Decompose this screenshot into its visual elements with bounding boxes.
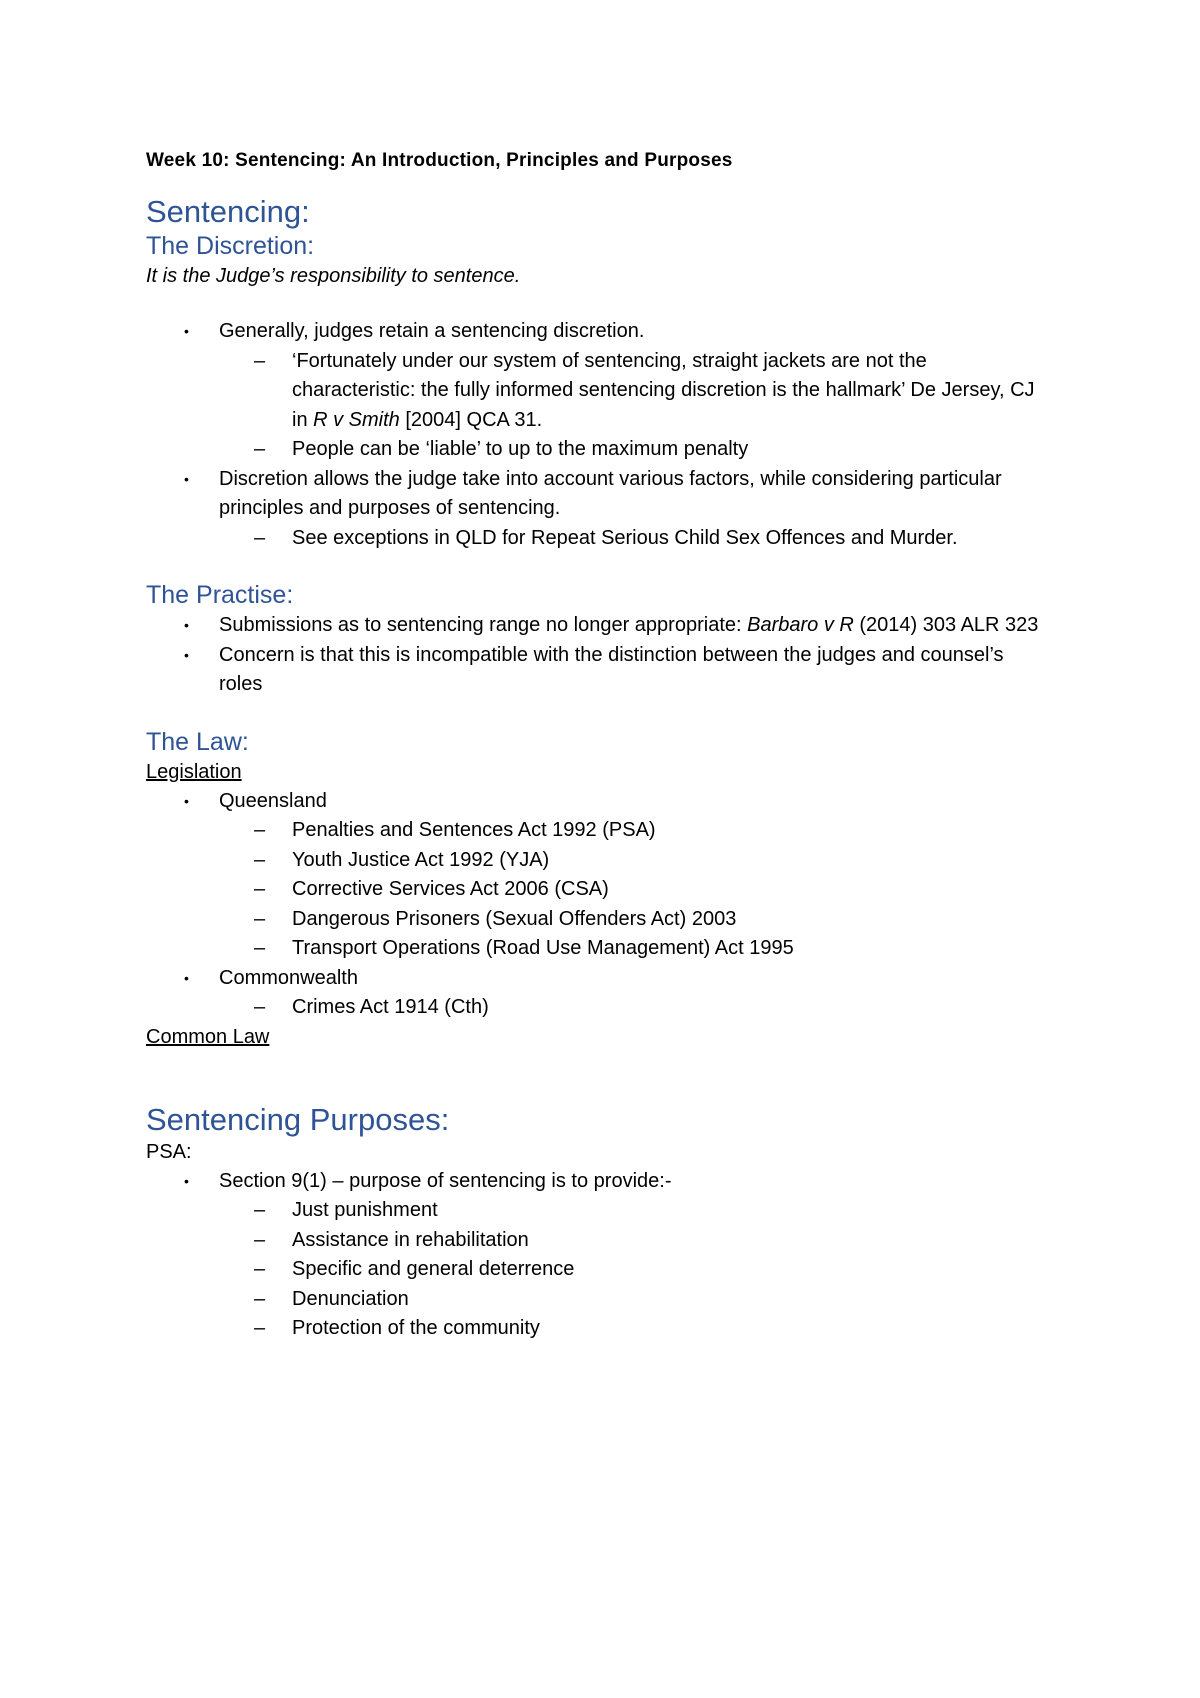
act-name: Penalties and Sentences Act 1992 (PSA) (292, 819, 656, 841)
bullet-text: Concern is that this is incompatible with the distinction between the judges and counsel’s roles (219, 643, 1004, 695)
bullet-glyph: • (184, 646, 189, 663)
list-item (146, 611, 1046, 641)
psa-label: PSA: (146, 1140, 192, 1163)
sub-list (219, 347, 1046, 465)
sub-list (219, 524, 1046, 554)
common-law-label: Common Law (146, 1025, 270, 1048)
legislation-list (146, 787, 1046, 1023)
dash-glyph: – (254, 937, 266, 959)
bullet-glyph: • (184, 617, 189, 633)
document-page (146, 148, 1046, 1344)
dash-glyph: – (254, 1258, 266, 1280)
bullet-text: Section 9(1) – purpose of sentencing is to provide:- (219, 1169, 672, 1192)
dash-glyph: – (254, 526, 266, 549)
case-name: R v Smith (313, 408, 400, 431)
purpose-text: Protection of the community (292, 1317, 540, 1339)
dash-glyph: – (254, 848, 266, 871)
act-item (219, 875, 1046, 905)
heading-the-law: The Law: (146, 727, 249, 756)
act-name: Youth Justice Act 1992 (YJA) (292, 848, 550, 871)
discretion-list (146, 317, 1046, 553)
act-name: Transport Operations (Road Use Management) Act 1995 (292, 937, 794, 959)
queensland-acts-list (219, 816, 1046, 964)
sub-text: See exceptions in QLD for Repeat Serious Child Sex Offences and Murder. (292, 526, 958, 549)
heading-sentencing: Sentencing: (146, 194, 310, 229)
purpose-item (219, 1314, 1046, 1344)
discretion-intro: It is the Judge’s responsibility to sentence. (146, 265, 521, 287)
dash-glyph: – (254, 907, 266, 930)
sub-list-item (219, 435, 1046, 465)
dash-glyph: – (254, 1317, 266, 1339)
heading-sentencing-purposes: Sentencing Purposes: (146, 1101, 450, 1137)
commonwealth-acts-list (219, 993, 1046, 1023)
dash-glyph: – (254, 1287, 266, 1310)
act-name: Crimes Act 1914 (Cth) (292, 996, 489, 1018)
act-item (219, 934, 1046, 964)
list-item (146, 465, 1046, 554)
bullet-text: Submissions as to sentencing range no longer appropriate: (219, 614, 748, 636)
act-item (219, 905, 1046, 935)
document-title: Week 10: Sentencing: An Introduction, Principles and Purposes (146, 150, 733, 171)
purpose-item (219, 1226, 1046, 1256)
bullet-glyph: • (184, 792, 189, 809)
dash-glyph: – (254, 1228, 266, 1251)
list-item (146, 787, 1046, 964)
bullet-glyph: • (184, 323, 189, 339)
jurisdiction-queensland: Queensland (219, 789, 327, 812)
case-citation: [2004] QCA 31. (399, 408, 543, 431)
sub-list-item (219, 524, 1046, 554)
practise-list (146, 611, 1046, 700)
act-item (219, 993, 1046, 1023)
act-item (219, 846, 1046, 876)
purpose-text: Assistance in rehabilitation (292, 1228, 529, 1251)
case-citation: (2014) 303 ALR 323 (853, 614, 1039, 636)
list-item (146, 317, 1046, 465)
bullet-glyph: • (184, 969, 189, 986)
act-item (219, 816, 1046, 846)
bullet-text: Generally, judges retain a sentencing discretion. (219, 320, 645, 342)
heading-the-discretion: The Discretion: (146, 232, 315, 260)
list-item (146, 1167, 1046, 1344)
jurisdiction-commonwealth: Commonwealth (219, 966, 358, 989)
purposes-sub-list (219, 1196, 1046, 1344)
bullet-glyph: • (184, 1172, 189, 1189)
list-item (146, 964, 1046, 1023)
bullet-glyph: • (184, 470, 189, 487)
purpose-text: Denunciation (292, 1287, 409, 1310)
quote-text: ‘Fortunately under our system of sentencing, straight jackets are not the characteristic: the fully informed sentencing discretion is the hallmark’ De Jersey, CJ in (292, 349, 1035, 431)
bullet-text: Discretion allows the judge take into account various factors, while considering particular principles and purposes of sentencing. (219, 467, 1002, 519)
dash-glyph: – (254, 1199, 266, 1221)
purpose-text: Specific and general deterrence (292, 1258, 575, 1280)
act-name: Corrective Services Act 2006 (CSA) (292, 878, 609, 900)
case-name: Barbaro v R (747, 614, 854, 636)
dash-glyph: – (254, 349, 266, 372)
dash-glyph: – (254, 996, 266, 1018)
sub-text: People can be ‘liable’ to up to the maximum penalty (292, 438, 749, 460)
heading-the-practise: The Practise: (146, 581, 294, 609)
dash-glyph: – (254, 819, 266, 841)
dash-glyph: – (254, 878, 266, 900)
act-name: Dangerous Prisoners (Sexual Offenders Act) 2003 (292, 907, 737, 930)
purpose-item (219, 1285, 1046, 1315)
list-item (146, 641, 1046, 700)
dash-glyph: – (254, 438, 266, 460)
purpose-item (219, 1196, 1046, 1226)
legislation-label: Legislation (146, 760, 242, 783)
purposes-list (146, 1167, 1046, 1344)
sub-list-item (219, 347, 1046, 436)
purpose-text: Just punishment (292, 1199, 438, 1221)
purpose-item (219, 1255, 1046, 1285)
